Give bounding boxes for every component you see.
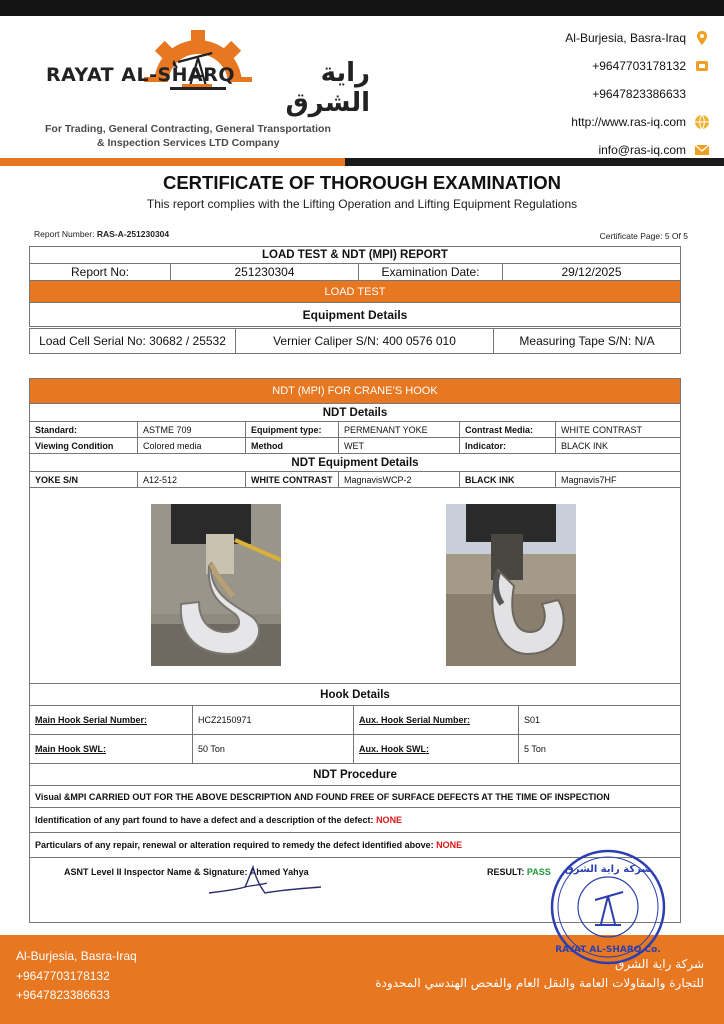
document-title: CERTIFICATE OF THOROUGH EXAMINATION	[162, 172, 562, 193]
company-stamp	[549, 848, 667, 966]
yoke-value: A12-512	[138, 472, 246, 488]
contact-website[interactable]	[450, 108, 710, 136]
repair-required-value: NONE	[436, 840, 463, 850]
phone-icon	[694, 58, 710, 74]
viewing-condition-label: Viewing Condition	[30, 438, 138, 454]
black-ink-value: Magnavis7HF	[556, 472, 681, 488]
method-label: Method	[246, 438, 339, 454]
contact-email-text: info@ras-iq.com	[598, 143, 686, 157]
company-logo	[40, 22, 370, 152]
contact-address	[450, 24, 710, 52]
globe-icon	[694, 114, 710, 130]
load-test-heading: LOAD TEST & NDT (MPI) REPORT	[30, 247, 681, 264]
exam-date-value: 29/12/2025	[503, 264, 681, 281]
viewing-condition-value: Colored media	[138, 438, 246, 454]
standard-value: ASTME 709	[138, 422, 246, 438]
location-pin-icon	[694, 30, 710, 46]
report-no-value: 251230304	[171, 264, 359, 281]
white-contrast-label: WHITE CONTRAST	[246, 472, 339, 488]
ndt-details-title: NDT Details	[30, 404, 681, 422]
procedure-line-1: Visual &MPI CARRIED OUT FOR THE ABOVE DESCRIPTION AND FOUND FREE OF SURFACE DEFECTS AT THE TIME OF INSPECTION	[30, 786, 681, 808]
spacer-icon	[694, 86, 710, 102]
contact-phone-1[interactable]	[450, 52, 710, 80]
contrast-media-value: WHITE CONTRAST	[556, 422, 681, 438]
hook-photos	[30, 486, 680, 682]
black-ink-label: BLACK INK	[460, 472, 556, 488]
stamp-text-en: RAYAT AL-SHARQ Co.	[555, 945, 661, 955]
aux-hook-swl-value: 5 Ton	[519, 735, 681, 764]
method-value: WET	[339, 438, 460, 454]
certificate-page: Certificate Page: 5 Of 5	[599, 231, 688, 241]
ndt-details-table	[29, 403, 681, 488]
main-hook-swl-value: 50 Ton	[193, 735, 354, 764]
result-label: RESULT:	[487, 867, 525, 877]
report-no-label: Report No:	[30, 264, 171, 281]
footer-company-name-ar: شركة راية الشرق	[615, 957, 704, 971]
result-value: PASS	[526, 867, 551, 877]
procedure-line-2-label: Identification of any part found to have a defect and a description of the defect:	[35, 815, 374, 825]
indicator-label: Indicator:	[460, 438, 556, 454]
ndt-section-title: NDT (MPI) FOR CRANE’S HOOK	[30, 379, 680, 403]
ndt-procedure-title: NDT Procedure	[30, 764, 681, 786]
ndt-section	[29, 378, 681, 923]
contact-phone-1-text: +9647703178132	[592, 59, 686, 73]
logo-tagline-2: & Inspection Services LTD Company	[97, 137, 280, 149]
procedure-line-3-label: Particulars of any repair, renewal or alteration required to remedy the defect identified above:	[35, 840, 434, 850]
inspector-name: Ahmed Yahya	[249, 867, 309, 877]
contact-address-text: Al-Burjesia, Basra-Iraq	[565, 31, 686, 45]
inspector-signature-icon	[205, 863, 325, 899]
mail-icon	[694, 142, 710, 158]
logo-tagline-1: For Trading, General Contracting, General Transportation	[45, 123, 331, 135]
top-bar	[0, 0, 724, 16]
report-number	[34, 229, 169, 239]
aux-hook-serial-label: Aux. Hook Serial Number:	[354, 706, 519, 735]
contrast-media-label: Contrast Media:	[460, 422, 556, 438]
hook-photo-main	[151, 504, 281, 666]
inspector-label: ASNT Level II Inspector Name & Signature:	[64, 867, 248, 877]
main-hook-serial-label: Main Hook Serial Number:	[30, 706, 193, 735]
equipment-type-label: Equipment type:	[246, 422, 339, 438]
header-band-orange	[0, 158, 345, 166]
standard-label: Standard:	[30, 422, 138, 438]
aux-hook-serial-value: S01	[519, 706, 681, 735]
caliper-serial: Vernier Caliper S/N: 400 0576 010	[236, 329, 494, 354]
inspection-result	[487, 867, 551, 877]
contact-phone-2[interactable]	[450, 80, 710, 108]
equipment-type-value: PERMENANT YOKE	[339, 422, 460, 438]
main-hook-swl-label: Main Hook SWL:	[30, 735, 193, 764]
contact-phone-2-text: +9647823386633	[592, 87, 686, 101]
load-cell-serial: Load Cell Serial No: 30682 / 25532	[30, 329, 236, 354]
equipment-table	[29, 328, 681, 354]
procedure-line-2	[30, 808, 681, 833]
aux-hook-swl-label: Aux. Hook SWL:	[354, 735, 519, 764]
hook-photo-aux	[446, 504, 576, 666]
report-number-label: Report Number:	[34, 229, 95, 239]
header-contact-list	[450, 24, 710, 164]
footer-company-desc-ar: للتجارة والمقاولات العامة والنقل العام والفحص الهندسي المحدودة	[375, 976, 704, 990]
indicator-value: BLACK INK	[556, 438, 681, 454]
document-subtitle: This report complies with the Lifting Operation and Lifting Equipment Regulations	[146, 197, 578, 211]
logo-text-en: RAYAT AL-SHARQ	[46, 64, 236, 86]
ndt-equipment-title: NDT Equipment Details	[30, 454, 681, 472]
measuring-tape-serial: Measuring Tape S/N: N/A	[494, 329, 681, 354]
equipment-details-title: Equipment Details	[30, 303, 681, 327]
report-number-value: RAS-A-251230304	[96, 229, 170, 239]
header-band-dark	[345, 158, 724, 166]
footer-phone-2[interactable]: +9647823386633	[16, 988, 110, 1002]
footer-address: Al-Burjesia, Basra-Iraq	[16, 949, 137, 963]
contact-website-text: http://www.ras-iq.com	[571, 115, 686, 129]
exam-date-label: Examination Date:	[359, 264, 503, 281]
defect-description-value: NONE	[376, 815, 403, 825]
load-test-table	[29, 246, 681, 327]
hook-details-title: Hook Details	[30, 684, 681, 706]
white-contrast-value: MagnavisWCP-2	[339, 472, 460, 488]
stamp-text-ar: شركة راية الشرق	[564, 864, 652, 875]
yoke-label: YOKE S/N	[30, 472, 138, 488]
footer-phone-1[interactable]: +9647703178132	[16, 968, 110, 983]
logo-text-ar: راية الشرق	[285, 58, 370, 118]
footer-contact	[16, 947, 137, 1006]
hook-details-table	[29, 683, 681, 858]
main-hook-serial-value: HCZ2150971	[193, 706, 354, 735]
load-test-section-title: LOAD TEST	[30, 281, 681, 303]
